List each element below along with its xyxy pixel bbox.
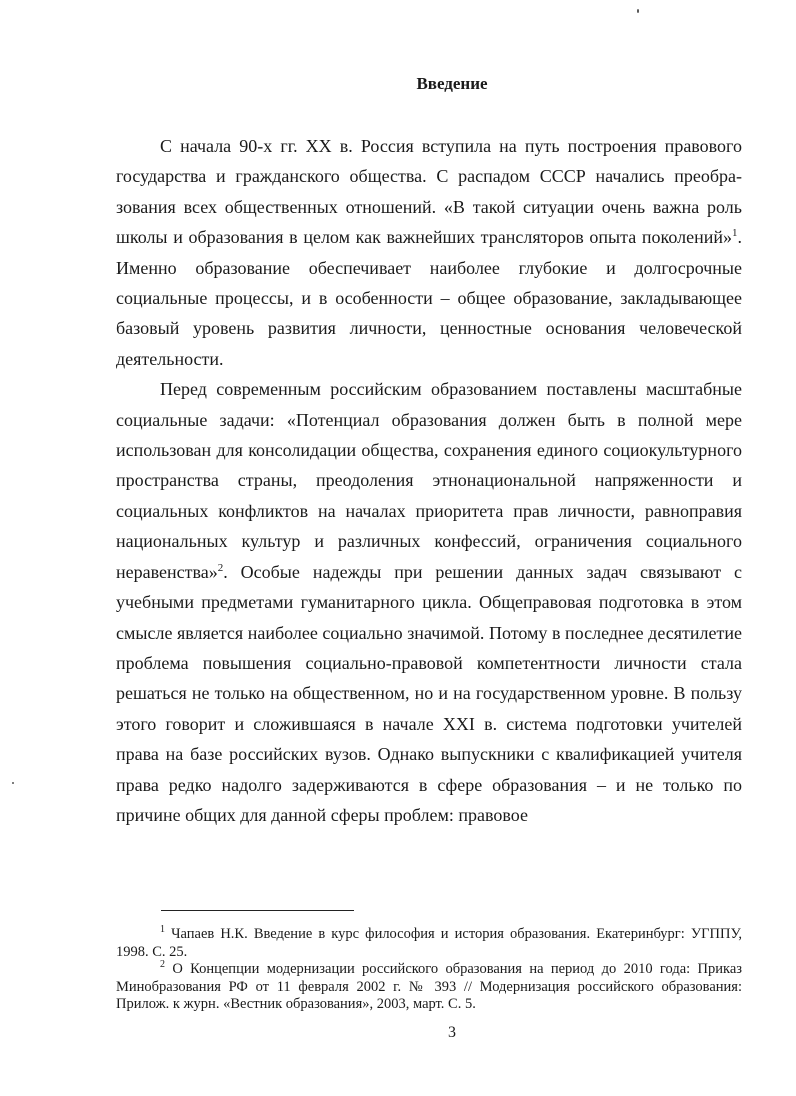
footnote-ref: 1 <box>732 227 738 240</box>
paragraph-text: . Именно образование обеспечивает наиболее глубокие и долгосрочные социальные процессы, и в особенности – общее образование, закладывающее базовый уровень развития личности, ценностные основания человеческой деятельности. <box>116 227 742 369</box>
footnote-mark: 1 <box>160 924 165 936</box>
paragraph <box>116 374 742 830</box>
scan-speck <box>637 9 639 13</box>
footnote-mark: 2 <box>160 959 165 971</box>
paragraph-text: . Особые надежды при решении данных задач связывают с учебными предметами гуманитарного цикла. Общеправовая подготовка в этом смысле является наиболее социально значимой. Потому в последнее десятилетие проблема повышения социально-правовой компетентности личности стала решаться не только на общественном, но и на государственном уровне. В пользу этого говорит и сложившаяся в начале XXI в. система подготовки учителей права на базе российских вузов. Однако выпускники с квалификацией учителя права редко надолго задерживаются в сфере образования – и не только по причине общих для данной сферы проблем: правовое <box>116 561 742 825</box>
footnote-divider <box>161 910 354 911</box>
page-title <box>0 74 796 94</box>
footnote-ref: 2 <box>217 561 224 574</box>
footnote <box>116 961 742 1014</box>
page-number: 3 <box>448 1024 456 1041</box>
body-text <box>116 131 742 830</box>
scan-speck <box>12 782 14 784</box>
footnote-text: Чапаев Н.К. Введение в курс философия и история образования. Екатеринбург: УГППУ, 1998. С. 25. <box>116 926 742 960</box>
footnotes <box>116 926 742 1014</box>
paragraph <box>116 131 742 374</box>
footnote <box>116 926 742 961</box>
page-title-text: Введение <box>416 74 488 93</box>
paragraph-text: С начала 90-х гг. XX в. Россия вступила на путь построения правового государства и гражданского общества. С распадом СССР начались преобразования всех общественных отношений. «В такой ситуации очень важна роль школы и образования в целом как важнейших трансляторов опыта поколений» <box>116 136 742 248</box>
footnote-text: О Концепции модернизации российского образования на период до 2010 года: Приказ Минобразования РФ от 11 февраля 2002 г. № 393 // Модернизация российского образования: Прилож. к журн. «Вестник образования», 2003, март. С. 5. <box>116 961 742 1012</box>
paragraph-text: Перед современным российским образованием поставлены масштабные социальные задачи: «Потенциал образования должен быть в полной мере использован для консолидации общества, сохранения единого социокультурного пространства страны, преодоления этнонациональной напряженности и социальных конфликтов на началах приоритета прав личности, равноправия национальных культур и различных конфессий, ограничения социального неравенства» <box>116 379 742 582</box>
